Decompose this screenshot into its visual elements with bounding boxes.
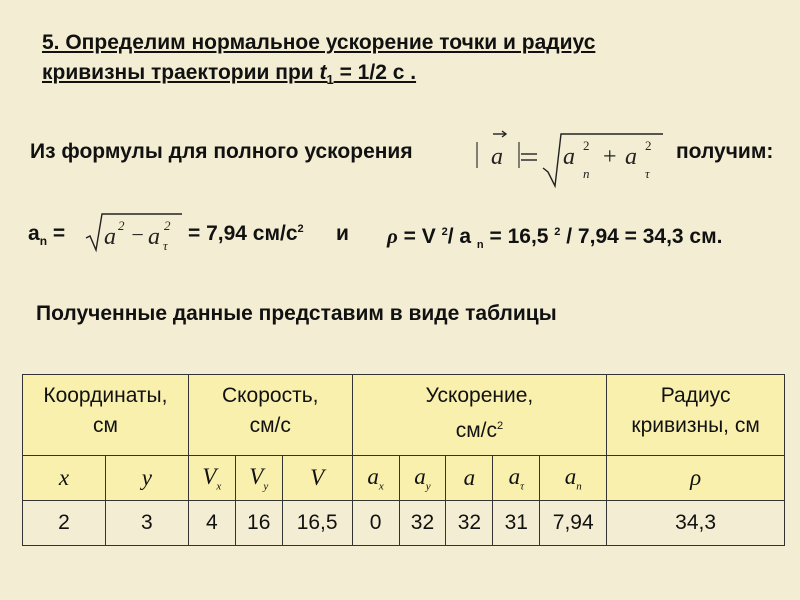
sym-vy-base: V [249,463,264,489]
an-value: = 7,94 см/с [188,222,298,245]
svg-text:τ: τ [645,166,650,181]
header-radius-line1: Радиус [660,384,731,407]
sym-ay-base: a [414,463,426,489]
val-rho: 34,3 [607,501,785,546]
heading-line-2-prefix: кривизны траектории при [42,61,320,84]
normal-accel-value [188,222,304,246]
rho-slash-a: / a [447,225,477,248]
sym-ax [352,456,399,501]
sym-ax-sub: x [378,480,384,493]
heading-t-sub: 1 [326,72,334,88]
radius-formula [387,224,723,251]
an-eq: = [47,222,66,245]
sym-a: a [446,456,493,501]
rho-sub-n: n [476,239,484,252]
table-row [23,501,785,546]
sym-an-base: a [564,463,577,489]
header-coordinates-line1: Координаты, [43,384,168,407]
header-acceleration [352,375,607,456]
sym-vx [188,456,235,501]
rho-tail: / 7,94 = 34,3 см. [560,225,723,248]
svg-text:a: a [104,224,116,250]
val-vx: 4 [188,501,235,546]
table-title: Полученные данные представим в виде таблицы [36,302,557,325]
normal-accel-sqrt-svg [84,210,184,254]
val-y: 3 [105,501,188,546]
formula-line-prefix: Из формулы для полного ускорения [30,140,413,163]
header-radius [607,375,785,456]
svg-text:2: 2 [583,138,590,153]
rho-symbol: ρ [387,224,398,248]
section-heading [42,28,742,95]
svg-text:a: a [148,224,160,250]
svg-text:a: a [491,144,503,170]
sym-x: x [23,456,106,501]
sym-v: V [282,456,352,501]
val-ay: 32 [399,501,446,546]
val-v: 16,5 [282,501,352,546]
rho-v: = V [397,225,442,248]
header-acceleration-line1: Ускорение, [425,384,534,407]
rho-sup2: 2 [554,226,561,238]
an-value-sup: 2 [297,223,304,235]
an-symbol: a [28,222,40,245]
sym-rho: ρ [607,456,785,501]
sym-vx-base: V [202,463,217,489]
svg-text:2: 2 [645,138,652,153]
sym-at-sub: τ [520,480,525,493]
rho-rest: = 16,5 [483,225,555,248]
heading-t-symbol: t [319,61,327,84]
sym-vx-sub: x [216,480,222,493]
val-at: 31 [493,501,540,546]
header-radius-line2: кривизны, см [631,414,760,437]
header-velocity-line2: см/с [249,414,291,437]
sym-an [540,456,607,501]
an-sub: n [39,234,48,249]
sym-ay-sub: y [425,480,431,493]
conjunction: и [336,222,349,245]
sym-ay [399,456,446,501]
val-ax: 0 [352,501,399,546]
header-acceleration-line2 [353,411,607,446]
table-header-groups [23,375,785,456]
svg-text:−: − [130,222,145,247]
val-an: 7,94 [540,501,607,546]
svg-text:a: a [625,144,637,170]
header-acceleration-unit: см/с [455,419,497,442]
normal-accel-lhs [28,222,65,248]
svg-text:τ: τ [163,238,168,253]
svg-text:2: 2 [164,218,171,233]
sym-an-sub: n [576,480,582,493]
sym-at-base: a [508,463,521,489]
header-coordinates-line2: см [92,414,118,437]
val-a: 32 [446,501,493,546]
sym-y: y [105,456,188,501]
header-velocity [188,375,352,456]
svg-text:2: 2 [118,218,125,233]
svg-text:+: + [603,144,617,170]
svg-text:a: a [563,144,575,170]
heading-line-1: 5. Определим нормальное ускорение точки и радиус [42,31,596,54]
rho-v-sup: 2 [441,226,448,238]
results-table [22,374,785,546]
sym-vy-sub: y [263,480,269,493]
header-coordinates [23,375,189,456]
table-header-symbols [23,456,785,501]
total-acceleration-formula [473,128,673,188]
normal-accel-sqrt [84,210,184,253]
val-vy: 16 [235,501,282,546]
total-acceleration-formula-svg [473,128,673,188]
heading-line-2 [42,58,742,95]
val-x: 2 [23,501,106,546]
heading-line-2-suffix: = 1/2 с . [333,61,417,84]
sym-vy [235,456,282,501]
sym-ax-base: a [367,463,379,489]
svg-text:n: n [583,166,590,181]
sym-at [493,456,540,501]
formula-line-suffix: получим: [676,140,774,163]
header-velocity-line1: Скорость, [221,384,319,407]
header-acceleration-unit-sup: 2 [496,420,504,432]
